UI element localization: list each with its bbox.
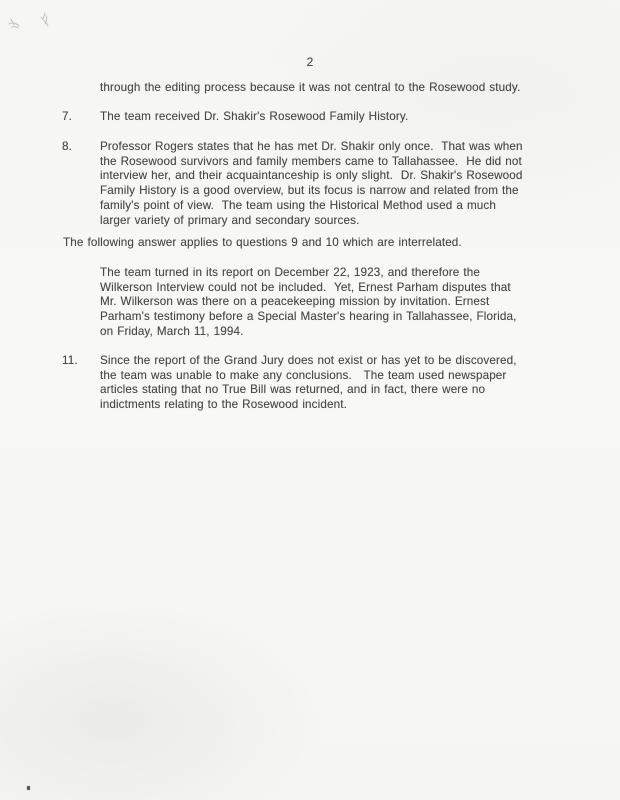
item-8-text [100,140,523,228]
item-11-line: indictments relating to the Rosewood incident. [100,398,347,412]
continuation-paragraph: through the editing process because it was not central to the Rosewood study. [100,81,521,94]
item-7-number: 7. [62,110,72,123]
item-11-text [100,354,517,413]
item-8-line: family's point of view. The team using the Historical Method used a much [100,198,497,212]
item-11-line: the team was unable to make any conclusions. The team used newspaper [100,368,507,382]
answer-line: Mr. Wilkerson was there on a peacekeeping mission by invitation. Ernest [100,295,490,309]
item-7-text [100,110,408,125]
bottom-left-speck [27,786,30,790]
item-11-line: articles stating that no True Bill was returned, and in fact, there were no [100,383,486,397]
item-8-line: Family History is a good overview, but its focus is narrow and related from the [100,184,519,198]
item-7-line: The team received Dr. Shakir's Rosewood Family History. [100,110,409,123]
item-8-line: larger variety of primary and secondary sources. [100,213,360,227]
answer-line: on Friday, March 11, 1994. [100,324,244,338]
item-8-line: Professor Rogers states that he has met Dr. Shakir only once. That was when [100,140,523,153]
answer-line: Wilkerson Interview could not be included. Yet, Ernest Parham disputes that [100,280,511,294]
page-number: 2 [306,55,314,69]
item-11-line: Since the report of the Grand Jury does not exist or has yet to be discovered, [100,354,517,367]
answer-block [100,266,516,340]
answer-line: The team turned in its report on December 22, 1923, and therefore the [100,266,480,279]
item-11-number: 11. [62,354,78,367]
interrelated-note: The following answer applies to questions 9 and 10 which are interrelated. [63,236,462,249]
item-8-line: interview her, and their acquaintanceship is only slight. Dr. Shakir's Rosewood [100,169,523,183]
item-8-number: 8. [62,140,72,153]
pencil-scribble-icon [5,9,57,35]
item-8-line: the Rosewood survivors and family members came to Tallahassee. He did not [100,154,522,168]
answer-line: Parham's testimony before a Special Master's hearing in Tallahassee, Florida, [100,310,517,324]
